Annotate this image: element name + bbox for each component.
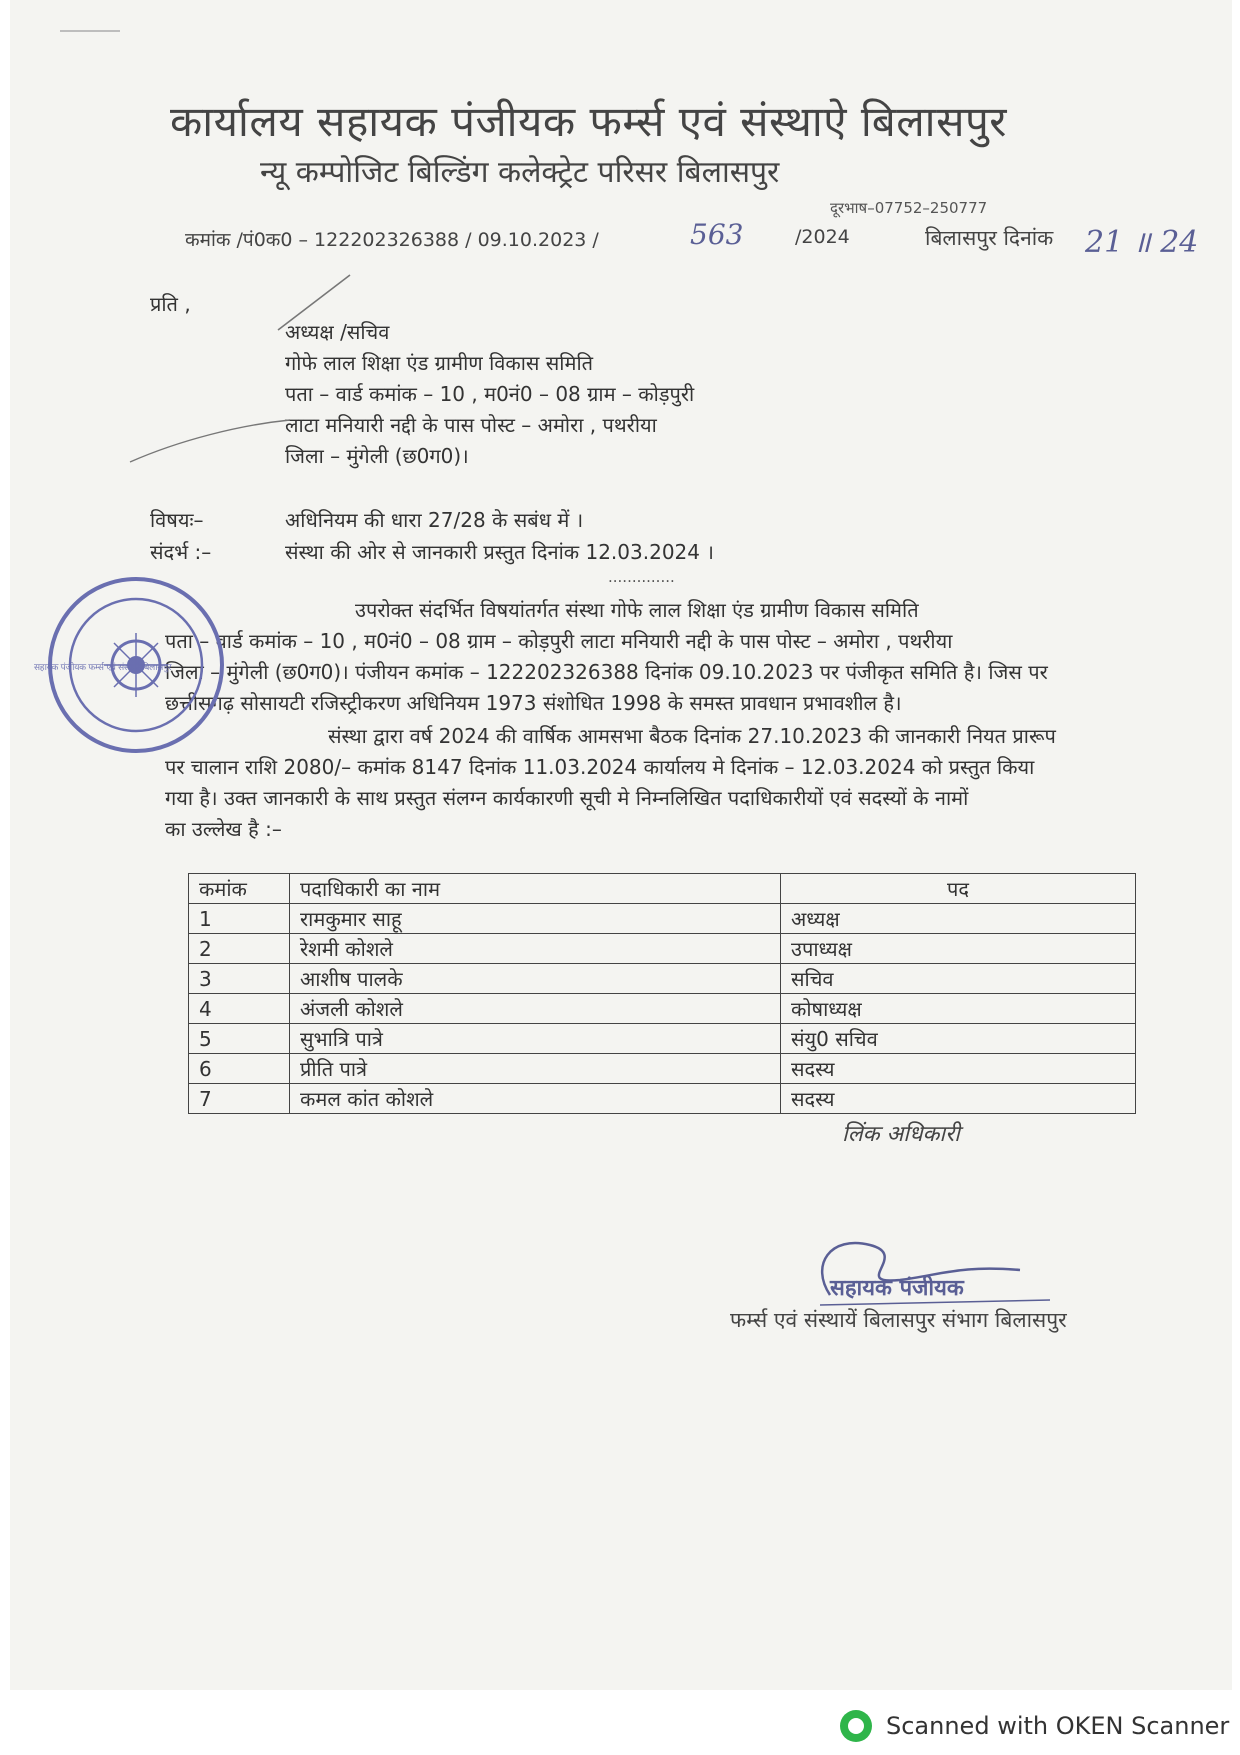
oken-scanner-logo-icon [840, 1710, 872, 1742]
body-line: जिला – मुंगेली (छ0ग0)। पंजीयन कमांक – 122202326388 दिनांक 09.10.2023 पर पंजीकृत समिति है। जिस पर [165, 660, 1048, 684]
cell-post: संयु0 सचिव [781, 1024, 1136, 1054]
office-address: न्यू कम्पोजिट बिल्डिंग कलेक्ट्रेट परिसर बिलासपुर [260, 155, 780, 190]
signature-stamp-line: सहायक पंजीयक [830, 1276, 964, 1301]
column-header-name: पदाधिकारी का नाम [290, 874, 781, 904]
recipient-line: पता – वार्ड कमांक – 10 , म0नं0 – 08 ग्राम – कोड़पुरी [285, 382, 695, 406]
body-line: छत्तीसगढ़ सोसायटी रजिस्ट्रीकरण अधिनियम 1973 संशोधित 1998 के समस्त प्रावधान प्रभावशील है। [165, 691, 902, 715]
office-phone: दूरभाष–07752–250777 [830, 199, 988, 217]
column-header-post: पद [781, 874, 1136, 904]
column-header-serial: कमांक [189, 874, 290, 904]
cell-post: सदस्य [781, 1084, 1136, 1114]
cell-name: आशीष पालके [290, 964, 781, 994]
body-line: गया है। उक्त जानकारी के साथ प्रस्तुत संलग्न कार्यकारणी सूची मे निम्नलिखित पदाधिकारीयों एवं सदस्यों के नामों [165, 786, 969, 810]
office-title: कार्यालय सहायक पंजीयक फर्म्स एवं संस्थाऐ बिलासपुर [170, 97, 1007, 146]
body-line: का उल्लेख है :– [165, 817, 282, 841]
cell-serial: 4 [189, 994, 290, 1024]
subject-label: विषयः– [150, 508, 204, 532]
cell-serial: 3 [189, 964, 290, 994]
recipient-to: प्रति , [150, 292, 191, 316]
signature-office-line: फर्म्स एवं संस्थायें बिलासपुर संभाग बिलासपुर [730, 1308, 1067, 1332]
cell-name: प्रीति पात्रे [290, 1054, 781, 1084]
table-row [189, 1054, 1136, 1084]
body-line: संस्था द्वारा वर्ष 2024 की वार्षिक आमसभा बैठक दिनांक 27.10.2023 की जानकारी नियत प्रारूप [328, 724, 1056, 748]
recipient-line: अध्यक्ष /सचिव [285, 320, 390, 344]
cell-name: रामकुमार साहू [290, 904, 781, 934]
cell-name: रेशमी कोशले [290, 934, 781, 964]
scanner-label: Scanned with OKEN Scanner [886, 1712, 1230, 1740]
table-row [189, 994, 1136, 1024]
cell-serial: 7 [189, 1084, 290, 1114]
cell-name: अंजली कोशले [290, 994, 781, 1024]
cell-name: सुभात्रि पात्रे [290, 1024, 781, 1054]
recipient-line: जिला – मुंगेली (छ0ग0)। [285, 444, 469, 468]
cell-serial: 1 [189, 904, 290, 934]
table-header-row [189, 874, 1136, 904]
subject-text: अधिनियम की धारा 27/28 के सबंध में । [285, 508, 584, 532]
reference-year: /2024 [795, 226, 850, 248]
cell-post: सचिव [781, 964, 1136, 994]
cell-post: कोषाध्यक्ष [781, 994, 1136, 1024]
reference-prefix: कमांक /पं0क0 – 122202326388 / 09.10.2023 / [185, 229, 599, 251]
table-row [189, 1084, 1136, 1114]
body-line: पता – वार्ड कमांक – 10 , म0नं0 – 08 ग्राम – कोड़पुरी लाटा मनियारी नद्दी के पास पोस्ट – अमोरा , पथरीया [165, 629, 953, 653]
body-line: पर चालान राशि 2080/– कमांक 8147 दिनांक 11.03.2024 कार्यालय मे दिनांक – 12.03.2024 को प्रस्तुत किया [165, 755, 1035, 779]
seal-text: सहायक पंजीयक फर्म्स एवं संस्थाएँ बिलासपुर [34, 663, 172, 673]
cell-serial: 5 [189, 1024, 290, 1054]
table-row [189, 1024, 1136, 1054]
handwritten-note: लिंक अधिकारी [842, 1122, 960, 1147]
table-row [189, 934, 1136, 964]
office-bearers-table [188, 873, 1136, 1114]
cell-post: अध्यक्ष [781, 904, 1136, 934]
table-row [189, 964, 1136, 994]
table-row [189, 904, 1136, 934]
cell-post: सदस्य [781, 1054, 1136, 1084]
separator-dots: .............. [608, 568, 675, 586]
cell-serial: 2 [189, 934, 290, 964]
reference-date-label: बिलासपुर दिनांक [925, 226, 1054, 250]
body-line: उपरोक्त संदर्भित विषयांतर्गत संस्था गोफे लाल शिक्षा एंड ग्रामीण विकास समिति [355, 598, 919, 622]
document-page [10, 0, 1232, 1690]
scanner-watermark [840, 1710, 1229, 1742]
cell-post: उपाध्यक्ष [781, 934, 1136, 964]
cell-name: कमल कांत कोशले [290, 1084, 781, 1114]
reference-number-handwritten: 563 [690, 218, 744, 251]
reference-label: संदर्भ :– [150, 540, 212, 564]
reference-date-handwritten: 21 ॥ 24 [1085, 225, 1199, 260]
reference-text: संस्था की ओर से जानकारी प्रस्तुत दिनांक 12.03.2024 । [285, 540, 714, 564]
pen-strokes [10, 0, 1232, 1690]
cell-serial: 6 [189, 1054, 290, 1084]
recipient-line: गोफे लाल शिक्षा एंड ग्रामीण विकास समिति [285, 351, 594, 375]
recipient-line: लाटा मनियारी नद्दी के पास पोस्ट – अमोरा , पथरीया [285, 413, 657, 437]
